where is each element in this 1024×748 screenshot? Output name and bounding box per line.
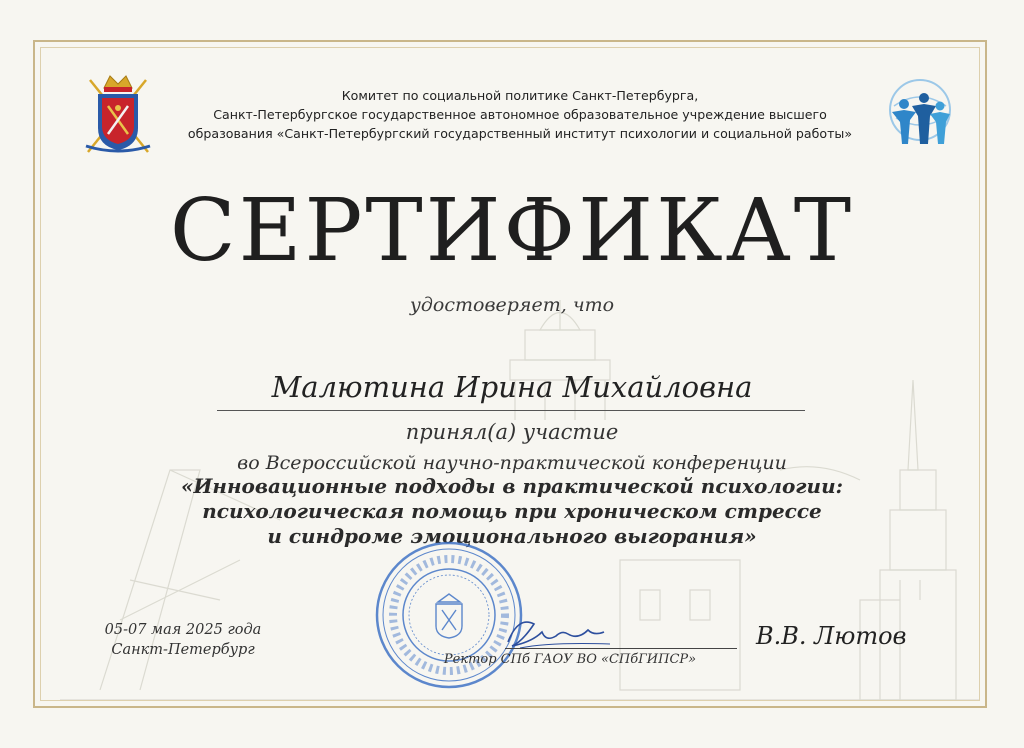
header-line-2: Санкт-Петербургское государственное автономное образовательное учреждение высшего (213, 107, 827, 122)
name-underline (217, 410, 805, 411)
certifies-text: удостоверяет, что (409, 294, 615, 316)
certificate-title: СЕРТИФИКАТ (169, 181, 855, 281)
institute-logo-icon (880, 76, 960, 152)
conference-title-line-2: психологическая помощь при хроническом стрессе (202, 499, 822, 523)
signer-name: В.В. Лютов (756, 622, 907, 650)
coat-of-arms-icon (80, 72, 156, 154)
participated-text: принял(а) участие (405, 420, 619, 444)
conference-title (0, 474, 1024, 549)
date-place-block (98, 620, 268, 660)
event-date: 05-07 мая 2025 года (104, 622, 262, 638)
header-line-1: Комитет по социальной политике Санкт-Петербурга, (341, 88, 699, 103)
recipient-name: Малютина Ирина Михайловна (271, 370, 753, 404)
rector-signature (500, 608, 620, 658)
signature-line (505, 648, 737, 649)
issuer-header (170, 86, 870, 143)
conference-intro: во Всероссийской научно-практической конференции (237, 452, 787, 474)
header-line-3: образования «Санкт-Петербургский государственный институт психологии и социальной работы» (187, 126, 853, 141)
event-city: Санкт-Петербург (111, 642, 255, 658)
signature-caption: Ректор СПб ГАОУ ВО «СПбГИПСР» (443, 652, 697, 667)
conference-title-line-3: и синдроме эмоционального выгорания» (267, 524, 757, 548)
conference-title-line-1: «Инновационные подходы в практической психологии: (180, 474, 844, 498)
